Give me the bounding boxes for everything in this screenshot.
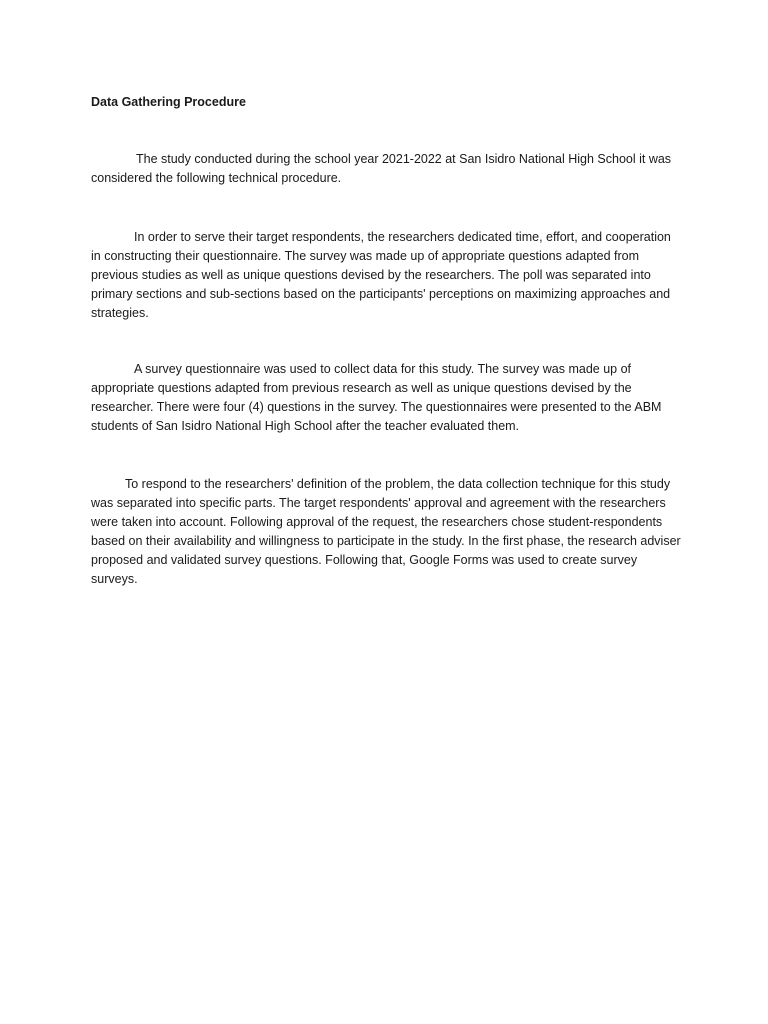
paragraph-survey-questionnaire: A survey questionnaire was used to collect data for this study. The survey was made up of appropriate questions adapted from previous research as well as unique questions devised by the researcher. There were four (4) questions in the survey. The questionnaires were presented to the ABM students of San Isidro National High School after the teacher evaluated them.: [91, 362, 662, 433]
paragraph-data-collection-technique: To respond to the researchers' definition of the problem, the data collection technique for this study was separated into specific parts. The target respondents' approval and agreement with the researchers were taken into account. Following approval of the request, the researchers chose student-respondents based on their availability and willingness to participate in the study. In the first phase, the research adviser proposed and validated survey questions. Following that, Google Forms was used to create survey surveys.: [91, 477, 681, 586]
paragraph-questionnaire-construction: In order to serve their target respondents, the researchers dedicated time, effort, and cooperation in constructing their questionnaire. The survey was made up of appropriate questions adapted from previous studies as well as unique questions devised by the researchers. The poll was separated into primary sections and sub-sections based on the participants' perceptions on maximizing approaches and strategies.: [91, 230, 671, 320]
paragraph-study-overview: The study conducted during the school year 2021-2022 at San Isidro National High School it was considered the following technical procedure.: [91, 152, 672, 185]
section-heading: Data Gathering Procedure: [91, 95, 246, 109]
